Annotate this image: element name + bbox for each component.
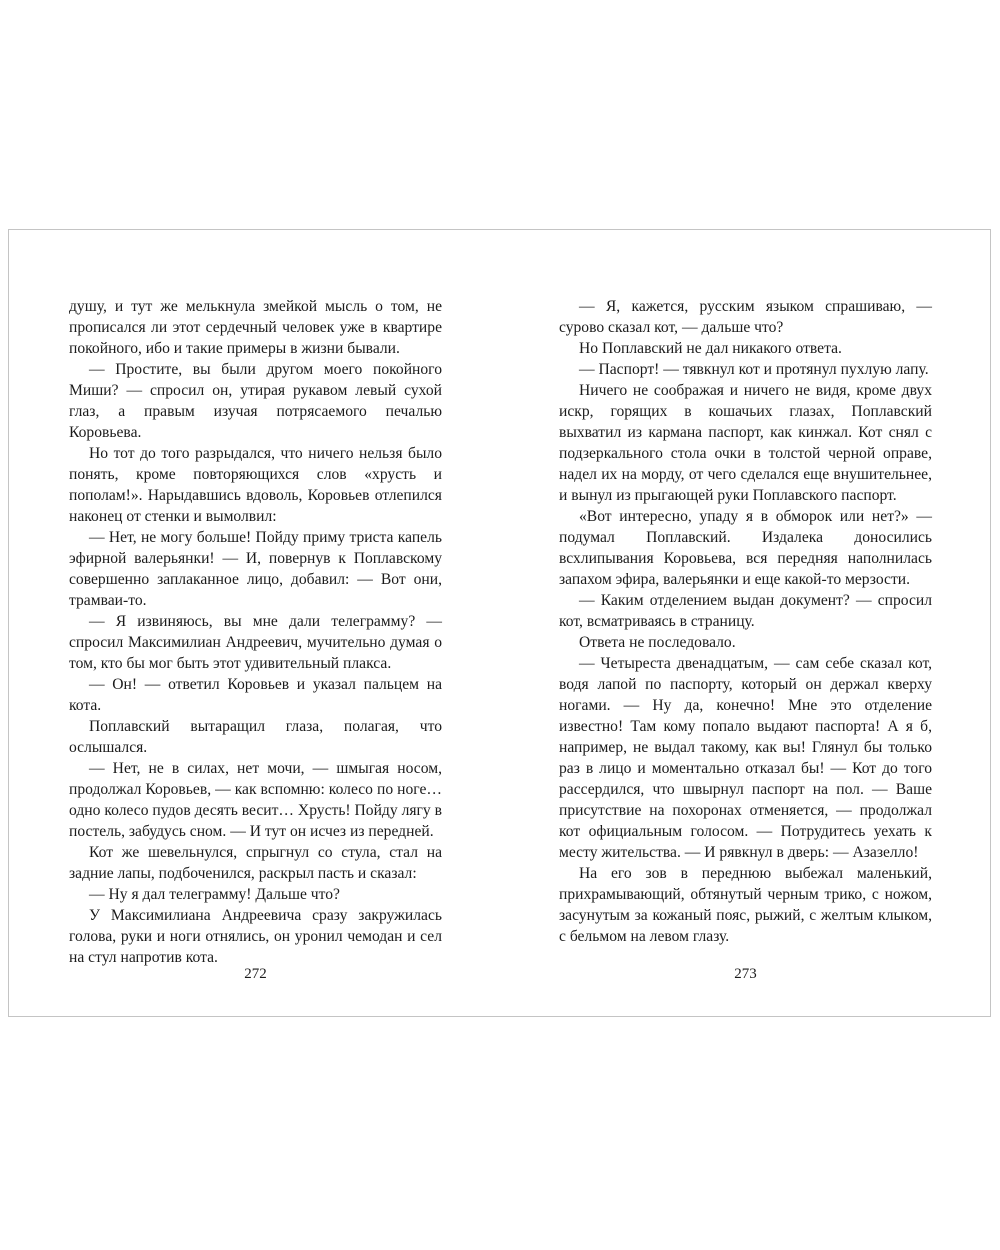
paragraph: — Нет, не могу больше! Пойду приму триста капель эфирной валерьянки! — И, повернув к Поплавскому совершенно заплаканное лицо, добавил: — Вот они, трамваи-то. <box>69 529 442 609</box>
paragraph: — Паспорт! — тявкнул кот и протянул пухлую лапу. <box>579 361 929 378</box>
paragraph: — Нет, не в силах, нет мочи, — шмыгая носом, продолжал Коровьев, — как вспомню: колесо по ноге… одно колесо пудов десять весит… Хрусть! Пойду лягу в постель, забудусь сном. — И тут он исчез из передней. <box>69 760 442 840</box>
paragraph: Ничего не соображая и ничего не видя, кроме двух искр, горящих в кошачьих глазах, Поплавский выхватил из кармана паспорт, как кинжал. Кот снял с подзеркального стола очки в толстой черной оправе, надел их на морду, от чего сделался еще внушительнее, и вынул из прыгающей руки Поплавского паспорт. <box>559 382 932 504</box>
paragraph: Но Поплавский не дал никакого ответа. <box>579 340 842 357</box>
paragraph: — Я извиняюсь, вы мне дали телеграмму? — спросил Максимилиан Андреевич, мучительно думая о том, кто бы мог быть этот удивительный плакса. <box>69 613 442 672</box>
paragraph: — Простите, вы были другом моего покойного Миши? — спросил он, утирая рукавом левый сухой глаз, а правым изучая потрясаемого печалью Коровьева. <box>69 361 442 441</box>
paragraph: Но тот до того разрыдался, что ничего нельзя было понять, кроме повторяющихся слов «хрусть и пополам!». Нарыдавшись вдоволь, Коровьев отлепился наконец от стенки и вымолвил: <box>69 445 442 525</box>
paragraph: — Ну я дал телеграмму! Дальше что? <box>89 886 340 903</box>
page-number-right: 273 <box>734 966 757 982</box>
right-page-text <box>559 296 932 947</box>
paragraph: Ответа не последовало. <box>579 634 736 651</box>
page-number-left: 272 <box>244 966 267 982</box>
left-page-text <box>69 296 442 968</box>
paragraph: душу, и тут же мелькнула змейкой мысль о том, не прописался ли этот сердечный человек уже в квартире покойного, ибо и такие примеры в жизни бывали. <box>69 298 442 357</box>
paragraph: Кот же шевельнулся, спрыгнул со стула, стал на задние лапы, подбоченился, раскрыл пасть и сказал: <box>69 844 442 882</box>
paragraph: На его зов в переднюю выбежал маленький, прихрамывающий, обтянутый черным трико, с ножом, засунутым за кожаный пояс, рыжий, с желтым клыком, с бельмом на левом глазу. <box>559 865 932 945</box>
paragraph: «Вот интересно, упаду я в обморок или нет?» — подумал Поплавский. Издалека доносились всхлипывания Коровьева, вся передняя наполнилась запахом эфира, валерьянки и еще какой-то мерзости. <box>559 508 932 588</box>
paragraph: У Максимилиана Андреевича сразу закружилась голова, руки и ноги отнялись, он уронил чемодан и сел на стул напротив кота. <box>69 907 442 966</box>
paragraph: — Он! — ответил Коровьев и указал пальцем на кота. <box>69 676 442 714</box>
paragraph: — Каким отделением выдан документ? — спросил кот, всматриваясь в страницу. <box>559 592 932 630</box>
paragraph: — Я, кажется, русским языком спрашиваю, — сурово сказал кот, — дальше что? <box>559 298 932 336</box>
book-spread <box>8 229 991 1017</box>
paragraph: — Четыреста двенадцатым, — сам себе сказал кот, водя лапой по паспорту, который он держал кверху ногами. — Ну да, конечно! Мне это отделение известно! Там кому попало выдают паспорта! А я б, например, не выдал такому, как вы! Глянул бы только раз в лицо и моментально отказал бы! — Кот до того рассердился, что швырнул паспорт на пол. — Ваше присутствие на похоронах отменяется, — продолжал кот официальным голосом. — Потрудитесь уехать к месту жительства. — И рявкнул в дверь: — Азазелло! <box>559 655 932 861</box>
paragraph: Поплавский вытаращил глаза, полагая, что ослышался. <box>69 718 442 756</box>
